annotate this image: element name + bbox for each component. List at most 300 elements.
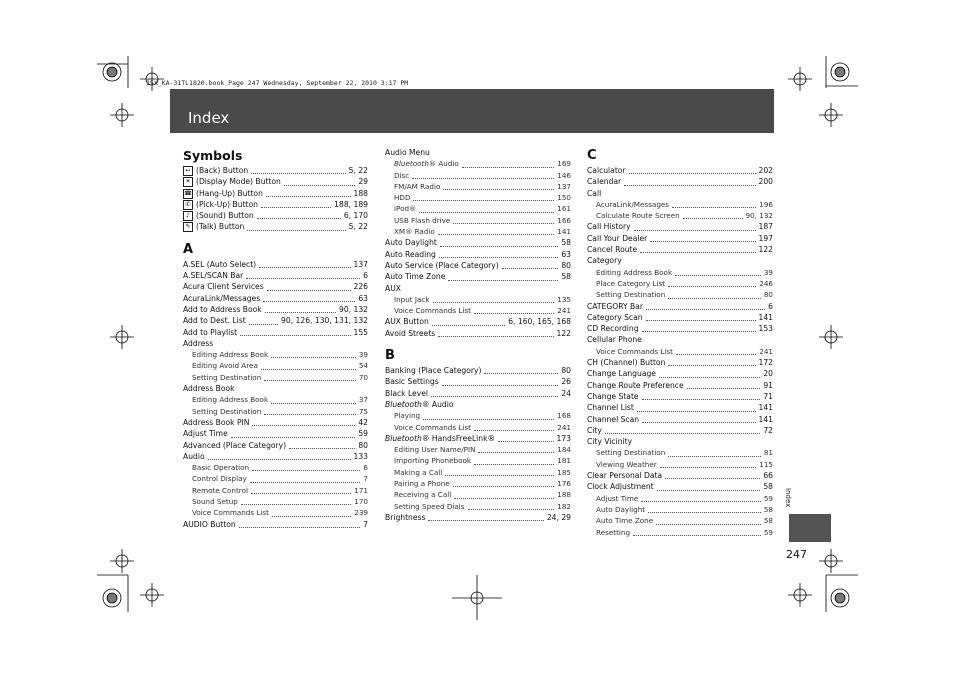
leader-dots — [271, 356, 356, 358]
title-bar — [170, 89, 774, 133]
leader-dots — [241, 503, 351, 505]
leader-dots — [629, 172, 756, 174]
leader-dots — [637, 410, 756, 412]
entry-label: A.SEL (Auto Select) — [183, 259, 257, 269]
entry-page: 75 — [358, 406, 368, 416]
index-entry[interactable] — [183, 165, 368, 176]
index-subentry[interactable] — [587, 210, 773, 221]
index-entry[interactable] — [587, 391, 773, 402]
index-subentry[interactable] — [183, 372, 368, 383]
entry-label — [183, 176, 281, 187]
entry-label: Editing Address Book — [192, 395, 269, 405]
index-entry[interactable] — [587, 188, 773, 199]
leader-dots — [265, 311, 336, 313]
index-entry[interactable] — [385, 249, 571, 260]
index-subentry[interactable] — [385, 501, 571, 512]
entry-label: City — [587, 425, 602, 435]
side-tab-label: Index — [784, 488, 792, 508]
index-subentry[interactable] — [385, 226, 571, 237]
index-subentry[interactable] — [385, 444, 571, 455]
entry-label: Basic Settings — [385, 377, 439, 387]
entry-page: 80 — [561, 260, 571, 270]
entry-label: Add to Address Book — [183, 304, 262, 314]
entry-label: Calculator — [587, 166, 626, 175]
leader-dots — [272, 515, 351, 517]
index-entry[interactable] — [385, 512, 571, 523]
index-entry[interactable] — [183, 428, 368, 439]
index-subentry[interactable] — [183, 394, 368, 405]
index-subentry[interactable] — [183, 349, 368, 360]
index-entry[interactable] — [183, 338, 368, 349]
entry-label: Change State — [587, 391, 639, 401]
index-entry[interactable] — [385, 260, 571, 271]
leader-dots — [642, 330, 756, 332]
entry-label-italic: Bluetooth® — [394, 159, 437, 169]
entry-page: 80 — [358, 440, 368, 450]
leader-dots — [252, 424, 355, 426]
page-title: Index — [188, 109, 230, 127]
index-entry[interactable] — [183, 293, 368, 304]
entry-label: Change Route Preference — [587, 380, 684, 390]
index-entry[interactable] — [587, 470, 773, 481]
index-entry[interactable] — [587, 233, 773, 244]
leader-dots — [251, 492, 351, 494]
entry-page: 26 — [561, 377, 571, 387]
leader-dots — [423, 418, 554, 420]
entry-page: 39 — [358, 350, 368, 360]
index-entry[interactable] — [183, 304, 368, 315]
entry-page: 6 — [768, 301, 773, 311]
leader-dots — [239, 526, 360, 528]
leader-dots — [252, 469, 360, 471]
entry-label-rest: Audio — [436, 159, 459, 169]
hang-up-icon: ☎ — [184, 189, 192, 197]
entry-page: 150 — [557, 193, 571, 203]
index-subentry[interactable] — [385, 422, 571, 433]
entry-label — [183, 199, 258, 210]
index-entry[interactable] — [385, 388, 571, 399]
index-entry[interactable] — [587, 312, 773, 323]
leader-dots — [453, 222, 554, 224]
index-entry[interactable] — [385, 433, 571, 444]
entry-page: 122 — [758, 245, 773, 255]
index-subentry[interactable] — [385, 158, 571, 169]
entry-page: 54 — [358, 361, 368, 371]
leader-dots — [440, 245, 558, 247]
index-entry[interactable] — [183, 281, 368, 292]
leader-dots — [668, 285, 756, 287]
entry-page: 115 — [759, 459, 773, 469]
leader-dots — [432, 324, 505, 326]
entry-label — [385, 433, 495, 444]
entry-page: 141 — [758, 414, 773, 424]
index-subentry[interactable] — [587, 289, 773, 300]
leader-dots — [498, 440, 553, 442]
entry-label: Audio — [183, 451, 205, 461]
sound-icon: ♪ — [183, 211, 193, 221]
entry-label: Basic Operation — [192, 463, 250, 473]
index-subentry[interactable] — [385, 305, 571, 316]
leader-dots — [439, 256, 558, 258]
page-number: 247 — [786, 548, 807, 561]
entry-label-italic: Bluetooth® — [385, 433, 430, 443]
entry-page: 20 — [763, 369, 773, 379]
entry-page: 137 — [557, 181, 571, 191]
leader-dots — [448, 279, 558, 281]
entry-page: 141 — [557, 227, 571, 237]
entry-label: Setting Speed Dials — [394, 501, 465, 511]
entry-page: 58 — [763, 516, 773, 526]
index-subentry[interactable] — [385, 478, 571, 489]
entry-page: 80 — [763, 290, 773, 300]
leader-dots — [231, 436, 356, 438]
index-entry[interactable] — [385, 399, 571, 410]
index-entry[interactable] — [183, 270, 368, 281]
entry-label: Pairing a Phone — [394, 479, 450, 489]
index-subentry[interactable] — [587, 515, 773, 526]
entry-label: Address — [183, 338, 214, 348]
entry-label: Remote Control — [192, 485, 248, 495]
index-entry[interactable] — [587, 221, 773, 232]
entry-label: Control Display — [192, 474, 247, 484]
entry-label: CH (Channel) Button — [587, 358, 666, 368]
index-entry[interactable] — [183, 383, 368, 394]
entry-label: Setting Destination — [192, 372, 262, 382]
leader-dots — [249, 323, 278, 325]
leader-dots — [650, 240, 755, 242]
leader-dots — [257, 217, 341, 219]
entry-label: Calendar — [587, 177, 622, 187]
index-entry[interactable] — [183, 519, 368, 530]
index-entry[interactable] — [183, 451, 368, 462]
index-subentry[interactable] — [385, 203, 571, 214]
leader-dots — [246, 277, 360, 279]
entry-page: 42 — [358, 417, 368, 427]
leader-dots — [624, 184, 755, 186]
leader-dots — [646, 308, 765, 310]
index-subentry[interactable] — [385, 192, 571, 203]
entry-page: 181 — [557, 456, 571, 466]
entry-page: 6, 160, 165, 168 — [508, 317, 571, 327]
entry-page: 91 — [763, 380, 773, 390]
entry-page: 155 — [353, 327, 368, 337]
index-subentry[interactable] — [587, 278, 773, 289]
entry-label-rest: Audio — [429, 399, 454, 409]
entry-label: Change Language — [587, 369, 656, 379]
index-entry[interactable] — [183, 188, 368, 199]
leader-dots — [208, 458, 351, 460]
index-subentry[interactable] — [183, 462, 368, 473]
index-entry[interactable] — [385, 283, 571, 294]
leader-dots — [640, 251, 755, 253]
entry-page: 188 — [557, 490, 571, 500]
entry-page: 171 — [354, 485, 368, 495]
index-subentry[interactable] — [385, 467, 571, 478]
leader-dots — [264, 413, 356, 415]
section-heading: C — [587, 148, 597, 163]
entry-label: Voice Commands List — [394, 422, 471, 432]
entry-page: 70 — [358, 372, 368, 382]
index-entry[interactable] — [587, 481, 773, 492]
leader-dots — [648, 511, 761, 513]
leader-dots — [474, 312, 554, 314]
entry-label: Auto Time Zone — [596, 516, 654, 526]
entry-label: Calculate Route Screen — [596, 211, 680, 221]
index-subentry[interactable] — [587, 346, 773, 357]
entry-label: FM/AM Radio — [394, 181, 441, 191]
index-subentry[interactable] — [587, 199, 773, 210]
index-column-1 — [183, 147, 368, 530]
index-entry[interactable] — [385, 316, 571, 327]
index-entry[interactable] — [587, 334, 773, 345]
entry-label: HDD — [394, 193, 411, 203]
index-entry[interactable] — [183, 221, 368, 232]
index-entry[interactable] — [587, 165, 773, 176]
entry-label: Brightness — [385, 512, 426, 522]
entry-label: AUX Button — [385, 317, 429, 327]
index-entry[interactable] — [183, 210, 368, 221]
index-entry[interactable] — [587, 414, 773, 425]
entry-label — [183, 188, 263, 199]
entry-label: Resetting — [596, 527, 631, 537]
index-entry[interactable] — [587, 380, 773, 391]
entry-label — [183, 210, 254, 221]
entry-page: 141 — [758, 403, 773, 413]
entry-label: Black Level — [385, 388, 429, 398]
entry-label: Editing Avoid Area — [192, 361, 258, 371]
index-entry[interactable] — [587, 323, 773, 334]
entry-page: 173 — [556, 433, 571, 443]
entry-label — [183, 165, 248, 176]
entry-label: Address Book PIN — [183, 417, 250, 427]
index-subentry[interactable] — [385, 170, 571, 181]
entry-page: 59 — [358, 429, 368, 439]
entry-label: Auto Time Zone — [385, 272, 446, 282]
entry-page: 185 — [557, 467, 571, 477]
entry-label-italic: Bluetooth® — [385, 399, 430, 409]
entry-page: 133 — [353, 451, 368, 461]
entry-label: Auto Daylight — [385, 238, 437, 248]
index-subentry[interactable] — [587, 267, 773, 278]
entry-page: 239 — [354, 508, 368, 518]
entry-page: 72 — [763, 425, 773, 435]
index-entry[interactable] — [385, 237, 571, 248]
leader-dots — [668, 455, 761, 457]
entry-page: 63 — [358, 293, 368, 303]
index-entry[interactable] — [183, 315, 368, 326]
leader-dots — [453, 485, 555, 487]
leader-dots — [668, 364, 755, 366]
entry-label: Clear Personal Data — [587, 471, 663, 481]
entry-label: AcuraLink/Messages — [183, 293, 261, 303]
entry-page: 80 — [561, 366, 571, 376]
index-subentry[interactable] — [183, 406, 368, 417]
index-subentry[interactable] — [385, 215, 571, 226]
entry-page: 6 — [363, 271, 368, 281]
entry-label: CD Recording — [587, 324, 639, 334]
entry-page: 58 — [763, 482, 773, 492]
section-gap — [183, 233, 368, 241]
leader-dots — [484, 372, 558, 374]
index-entry[interactable] — [385, 365, 571, 376]
index-entry[interactable] — [183, 259, 368, 270]
section-gap — [385, 339, 571, 347]
index-subentry[interactable] — [385, 410, 571, 421]
entry-label — [385, 399, 453, 410]
leader-dots — [438, 233, 554, 235]
index-entry[interactable] — [587, 255, 773, 266]
leader-dots — [271, 402, 356, 404]
section-heading: B — [385, 348, 395, 364]
side-tab[interactable] — [789, 514, 831, 542]
entry-page: 172 — [758, 358, 773, 368]
entry-label-text: (Pick-Up) Button — [196, 199, 258, 209]
entry-label: Call History — [587, 222, 631, 232]
entry-label-text: (Back) Button — [196, 166, 249, 175]
entry-label: XM® Radio — [394, 227, 435, 237]
index-column-2 — [385, 147, 571, 523]
entry-page: 182 — [557, 501, 571, 511]
index-entry[interactable] — [587, 368, 773, 379]
entry-label: Receiving a Call — [394, 490, 452, 500]
index-entry[interactable] — [385, 376, 571, 387]
index-subentry[interactable] — [183, 507, 368, 518]
index-subentry[interactable] — [587, 493, 773, 504]
entry-label-text: (Display Mode) Button — [196, 177, 281, 187]
entry-page: 187 — [758, 222, 773, 232]
entry-label: Auto Reading — [385, 249, 436, 259]
index-entry[interactable] — [587, 176, 773, 187]
index-entry[interactable] — [587, 436, 773, 447]
index-entry[interactable] — [587, 301, 773, 312]
leader-dots — [266, 195, 351, 197]
leader-dots — [634, 229, 756, 231]
index-subentry[interactable] — [587, 459, 773, 470]
entry-page: 5, 22 — [348, 166, 368, 175]
entry-label: Viewing Weather — [596, 459, 657, 469]
leader-dots — [251, 172, 345, 174]
entry-label-text: (Talk) Button — [196, 222, 245, 232]
entry-page: 90, 132 — [339, 304, 368, 314]
index-subentry[interactable] — [183, 473, 368, 484]
entry-page: 141 — [758, 312, 773, 322]
leader-dots — [660, 466, 757, 468]
index-entry[interactable] — [385, 328, 571, 339]
leader-dots — [240, 334, 350, 336]
entry-page: 166 — [557, 215, 571, 225]
index-entry[interactable] — [183, 176, 368, 187]
leader-dots — [264, 379, 356, 381]
index-entry[interactable] — [587, 402, 773, 413]
entry-page: 81 — [763, 448, 773, 458]
entry-page: 71 — [763, 391, 773, 401]
entry-label: USB Flash drive — [394, 215, 451, 225]
index-subentry[interactable] — [385, 294, 571, 305]
entry-page: 146 — [557, 170, 571, 180]
entry-label: CATEGORY Bar — [587, 301, 644, 311]
entry-label-rest: HandsFreeLink® — [429, 433, 496, 443]
entry-page: 184 — [557, 445, 571, 455]
leader-dots — [433, 301, 555, 303]
index-subentry[interactable] — [385, 489, 571, 500]
entry-label: Importing Phonebook — [394, 456, 472, 466]
leader-dots — [687, 387, 761, 389]
leader-dots — [672, 206, 756, 208]
leader-dots — [419, 211, 554, 213]
index-subentry[interactable] — [587, 504, 773, 515]
entry-page: 90, 126, 130, 131, 132 — [281, 316, 368, 326]
leader-dots — [641, 500, 761, 502]
entry-page: 197 — [758, 233, 773, 243]
index-subentry[interactable] — [183, 496, 368, 507]
index-subentry[interactable] — [587, 447, 773, 458]
entry-page: 58 — [763, 504, 773, 514]
leader-dots — [259, 266, 350, 268]
leader-dots — [668, 297, 761, 299]
index-entry[interactable] — [183, 327, 368, 338]
entry-page: 90, 132 — [745, 211, 773, 221]
index-entry[interactable] — [385, 271, 571, 282]
entry-page: 6, 170 — [343, 211, 368, 221]
entry-label: Setting Destination — [192, 406, 262, 416]
index-entry[interactable] — [587, 357, 773, 368]
index-entry[interactable] — [587, 425, 773, 436]
entry-page: 59 — [763, 493, 773, 503]
index-entry[interactable] — [385, 147, 571, 158]
index-subentry[interactable] — [587, 527, 773, 538]
index-entry[interactable] — [183, 417, 368, 428]
entry-page: 58 — [561, 272, 571, 282]
leader-dots — [443, 188, 554, 190]
entry-label: Audio Menu — [385, 148, 430, 157]
entry-page: 168 — [557, 411, 571, 421]
index-subentry[interactable] — [385, 455, 571, 466]
entry-page: 169 — [557, 159, 571, 169]
entry-page: 170 — [354, 497, 368, 507]
leader-dots — [445, 474, 554, 476]
leader-dots — [289, 447, 355, 449]
entry-label — [183, 221, 244, 232]
leader-dots — [642, 421, 755, 423]
leader-dots — [633, 534, 761, 536]
leader-dots — [676, 353, 756, 355]
entry-label-text: (Sound) Button — [196, 211, 254, 221]
leader-dots — [605, 432, 760, 434]
entry-label: Editing User Name/PIN — [394, 445, 476, 455]
entry-label: Adjust Time — [596, 493, 639, 503]
leader-dots — [659, 376, 760, 378]
entry-page: 176 — [557, 479, 571, 489]
entry-page: 122 — [556, 328, 571, 338]
index-entry[interactable] — [587, 244, 773, 255]
index-entry[interactable] — [183, 199, 368, 210]
entry-label: City Vicinity — [587, 437, 633, 447]
leader-dots — [462, 166, 554, 168]
leader-dots — [250, 481, 361, 483]
index-subentry[interactable] — [183, 485, 368, 496]
index-entry[interactable] — [183, 440, 368, 451]
leader-dots — [474, 463, 554, 465]
leader-dots — [657, 489, 761, 491]
index-subentry[interactable] — [385, 181, 571, 192]
index-subentry[interactable] — [183, 360, 368, 371]
entry-label: Input Jack — [394, 294, 430, 304]
entry-label: Add to Playlist — [183, 327, 238, 337]
entry-page: 24, 29 — [546, 512, 571, 522]
entry-page: 246 — [759, 278, 773, 288]
leader-dots — [284, 184, 355, 186]
entry-page: 59 — [763, 527, 773, 537]
